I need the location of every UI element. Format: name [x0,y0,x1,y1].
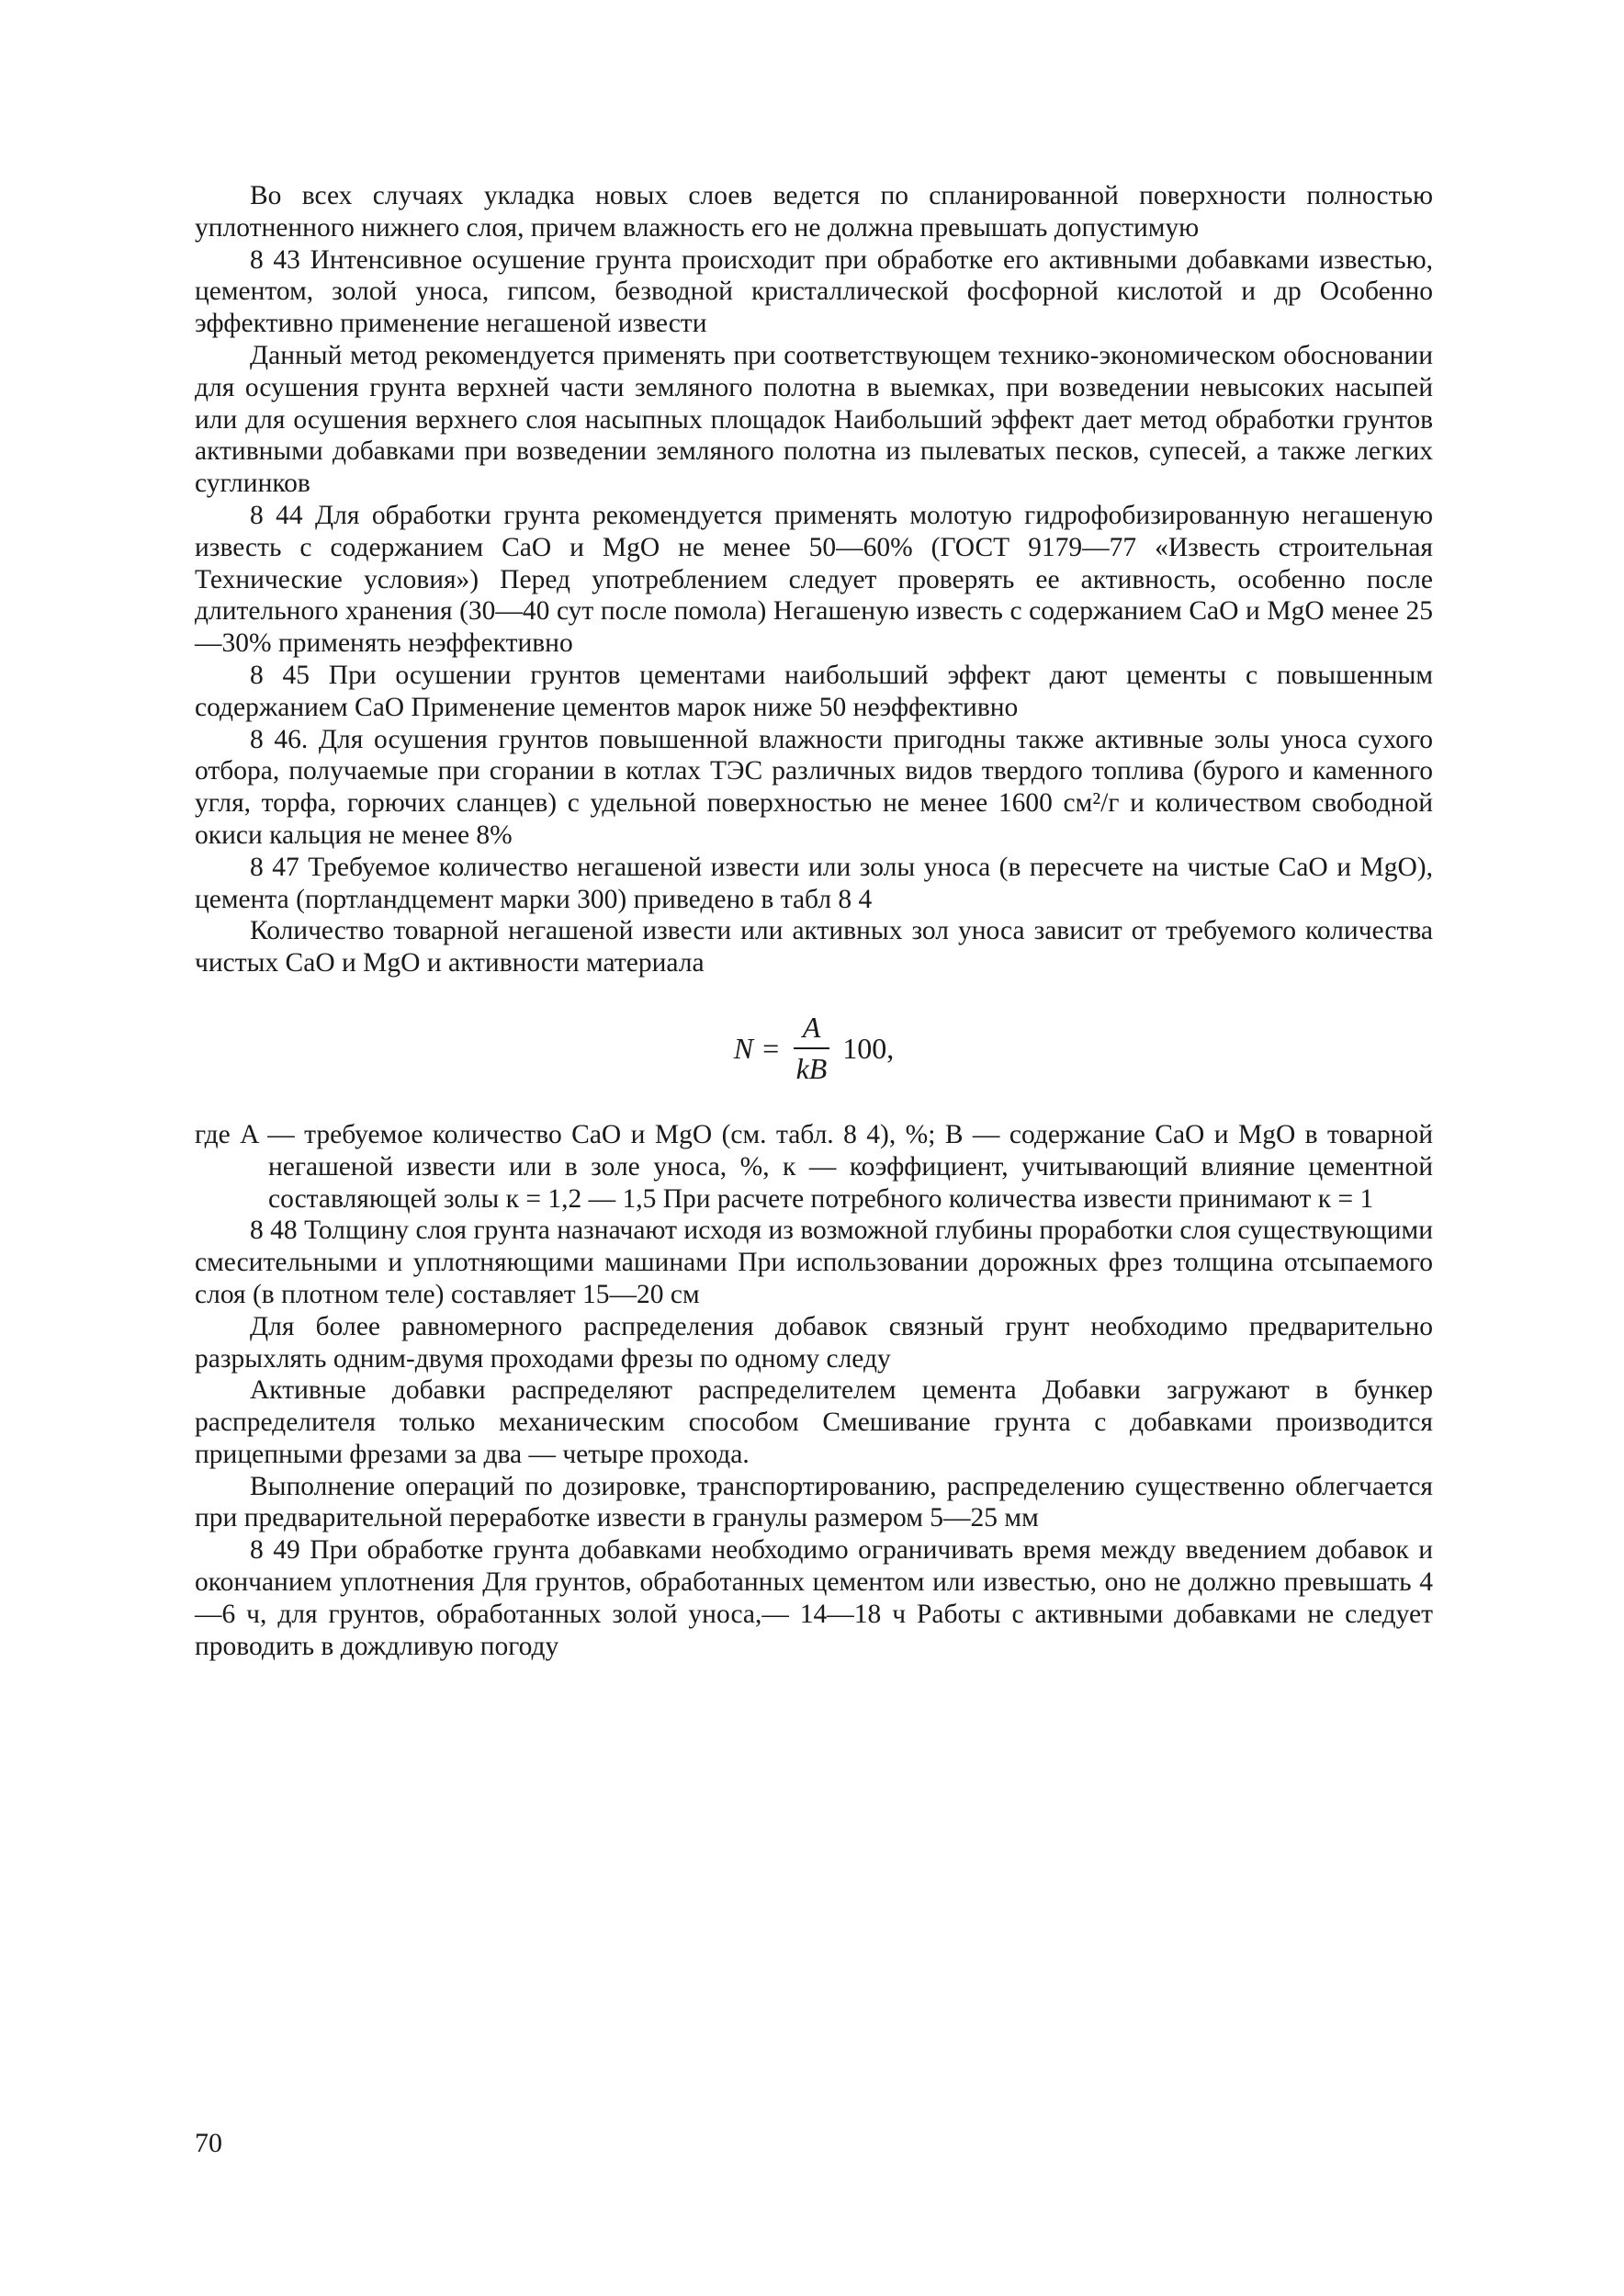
paragraph: 8 48 Толщину слоя грунта назначают исходя из возможной глубины проработки слоя существующими смесительными и уплотняющими машинами При использовании дорожных фрез толщина отсыпаемого слоя (в плотном теле) составляет 15—20 см [195,1216,1433,1309]
formula-fraction [794,1012,830,1085]
formula-numerator: A [794,1012,830,1049]
paragraph: Количество товарной негашеной извести или активных зол уноса зависит от требуемого количества чистых CaO и MgO и активности материала [195,916,1433,978]
formula-rhs: 100, [842,1031,895,1065]
page-body [195,180,1433,1662]
paragraph: 8 46. Для осушения грунтов повышенной влажности пригодны также активные золы уноса сухого отбора, получаемые при сгорании в котлах ТЭС различных видов твердого топлива (бурого и каменного угля, торфа, горючих сланцев) с удельной поверхностью не менее 1600 см²/г и количеством свободной окиси кальция не менее 8% [195,724,1433,850]
paragraph: Активные добавки распределяют распределителем цемента Добавки загружают в бункер распределителя только механическим способом Смешивание грунта с добавками производится прицепными фрезами за два — четыре прохода. [195,1375,1433,1469]
formula [195,983,1433,1114]
paragraph: Для более равномерного распределения добавок связный грунт необходимо предварительно разрыхлять одним-двумя проходами фрезы по одному следу [195,1311,1433,1374]
formula-lhs: N = [733,1031,781,1065]
paragraph: 8 49 При обработке грунта добавками необходимо ограничивать время между введением добавок и окончанием уплотнения Для грунтов, обработанных цементом или известью, оно не должно превышать 4—6 ч, для грунтов, обработанных золой уноса,— 14—18 ч Работы с активными добавками не следует проводить в дождливую погоду [195,1535,1433,1661]
paragraph: Во всех случаях укладка новых слоев ведется по спланированной поверхности полностью уплотненного нижнего слоя, причем влажность его не должна превышать допустимую [195,181,1433,243]
page-number: 70 [195,2128,222,2158]
paragraph: 8 45 При осушении грунтов цементами наибольший эффект дают цементы с повышенным содержанием CaO Применение цементов марок ниже 50 неэффективно [195,660,1433,722]
paragraph: Данный метод рекомендуется применять при соответствующем технико-экономическом обосновании для осушения грунта верхней части земляного полотна в выемках, при возведении невысоких насыпей или для осушения верхнего слоя насыпных площадок Наибольший эффект дает метод обработки грунтов активными добавками при возведении земляного полотна из пылеватых песков, супесей, а также легких суглинков [195,340,1433,499]
paragraph: 8 44 Для обработки грунта рекомендуется применять молотую гидрофобизированную негашеную известь с содержанием CaO и MgO не менее 50—60% (ГОСТ 9179—77 «Известь строительная Технические условия») Перед употреблением следует проверять ее активность, особенно после длительного хранения (30—40 сут после помола) Негашеную известь с содержанием CaO и MgO менее 25—30% применять неэффективно [195,500,1433,659]
formula-legend: где A — требуемое количество CaO и MgO (см. табл. 8 4), %; B — содержание CaO и MgO в товарной негашеной извести или в золе уноса, %, к — коэффициент, учитывающий влияние цементной составляющей золы к = 1,2 — 1,5 При расчете потребного количества извести принимают к = 1 [195,1119,1433,1214]
paragraph: 8 47 Требуемое количество негашеной извести или золы уноса (в пересчете на чистые CaO и MgO), цемента (портландцемент марки 300) приведено в табл 8 4 [195,852,1433,914]
paragraph: Выполнение операций по дозировке, транспортированию, распределению существенно облегчается при предварительной переработке извести в гранулы размером 5—25 мм [195,1471,1433,1533]
paragraph: 8 43 Интенсивное осушение грунта происходит при обработке его активными добавками известью, цементом, золой уноса, гипсом, безводной кристаллической фосфорной кислотой и др Особенно эффективно применение негашеной извести [195,244,1433,339]
formula-denominator: kB [795,1051,828,1085]
